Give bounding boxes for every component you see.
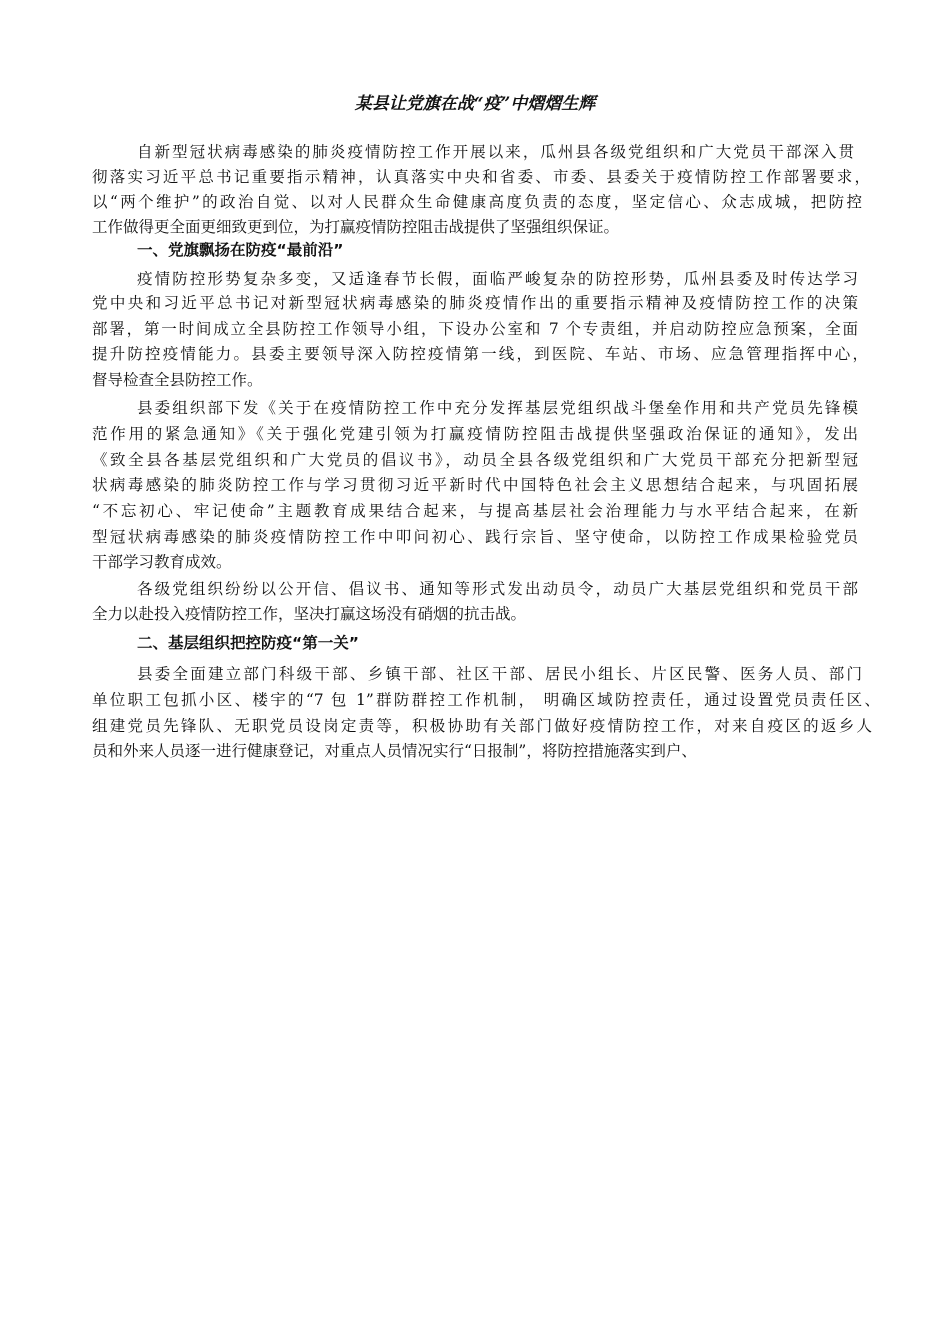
- intro-line-3: 以“两个维护”的政治自觉、以对人民群众生命健康高度负责的态度，坚定信心、众志成城，把防控: [92, 193, 862, 211]
- intro-line-1: 自新型冠状病毒感染的肺炎疫情防控工作开展以来，瓜州县各级党组织和广大党员干部深入贯: [137, 143, 854, 161]
- section1-p2-line-4: 状病毒感染的肺炎防控工作与学习贯彻习近平新时代中国特色社会主义思想结合起来，与巩固拓展: [92, 476, 858, 494]
- section1-heading: 一、党旗飘扬在防疫“最前沿”: [137, 241, 344, 259]
- intro-line-2: 彻落实习近平总书记重要指示精神，认真落实中央和省委、市委、县委关于疫情防控工作部署要求，: [92, 168, 870, 186]
- section1-p2-line-1: 县委组织部下发《关于在疫情防控工作中充分发挥基层党组织战斗堡垒作用和共产党员先锋模: [137, 399, 858, 417]
- section2-p1-line-2: 单位职工包抓小区、楼宇的“7 包 1”群防群控工作机制， 明确区域防控责任，通过设置党员责任区、: [92, 691, 880, 709]
- intro-line-4: 工作做得更全面更细致更到位，为打赢疫情防控阻击战提供了坚强组织保证。: [92, 218, 620, 236]
- section2-p1-line-4: 员和外来人员逐一进行健康登记，对重点人员情况实行“日报制”，将防控措施落实到户、: [92, 742, 697, 760]
- section1-p3-line-1: 各级党组织纷纷以公开信、倡议书、通知等形式发出动员令，动员广大基层党组织和党员干部: [137, 580, 858, 598]
- section1-p2-line-5: “不忘初心、牢记使命”主题教育成果结合起来，与提高基层社会治理能力与水平结合起来，在新: [92, 502, 858, 520]
- section2-p1-line-1: 县委全面建立部门科级干部、乡镇干部、社区干部、居民小组长、片区民警、医务人员、部门: [137, 665, 862, 683]
- section1-p2-line-6: 型冠状病毒感染的肺炎疫情防控工作中叩问初心、践行宗旨、坚守使命，以防控工作成果检验党员: [92, 528, 858, 546]
- section1-p3-line-2: 全力以赴投入疫情防控工作，坚决打赢这场没有硝烟的抗击战。: [92, 605, 527, 623]
- section1-p1-line-3: 部署，第一时间成立全县防控工作领导小组，下设办公室和 7 个专责组，并启动防控应急预案，全面: [92, 320, 858, 338]
- section1-p1-line-2: 党中央和习近平总书记对新型冠状病毒感染的肺炎疫情作出的重要指示精神及疫情防控工作的决策: [92, 294, 858, 312]
- section1-p2-line-2: 范作用的紧急通知》《关于强化党建引领为打赢疫情防控阻击战提供坚强政治保证的通知》，发出: [92, 425, 858, 443]
- document-title: 某县让党旗在战“疫”中熠熠生辉: [354, 94, 596, 114]
- section2-p1-line-3: 组建党员先锋队、无职党员设岗定责等，积极协助有关部门做好疫情防控工作，对来自疫区的返乡人: [92, 717, 872, 735]
- section1-p1-line-5: 督导检查全县防控工作。: [92, 371, 263, 389]
- section1-p2-line-3: 《致全县各基层党组织和广大党员的倡议书》，动员全县各级党组织和广大党员干部充分把新型冠: [92, 451, 858, 469]
- section1-p2-line-7: 干部学习教育成效。: [92, 553, 232, 571]
- section2-heading: 二、基层组织把控防疫“第一关”: [137, 634, 359, 652]
- section1-p1-line-1: 疫情防控形势复杂多变，又适逢春节长假，面临严峻复杂的防控形势，瓜州县委及时传达学习: [137, 270, 858, 288]
- section1-p1-line-4: 提升防控疫情能力。县委主要领导深入防控疫情第一线，到医院、车站、市场、应急管理指挥中心，: [92, 345, 868, 363]
